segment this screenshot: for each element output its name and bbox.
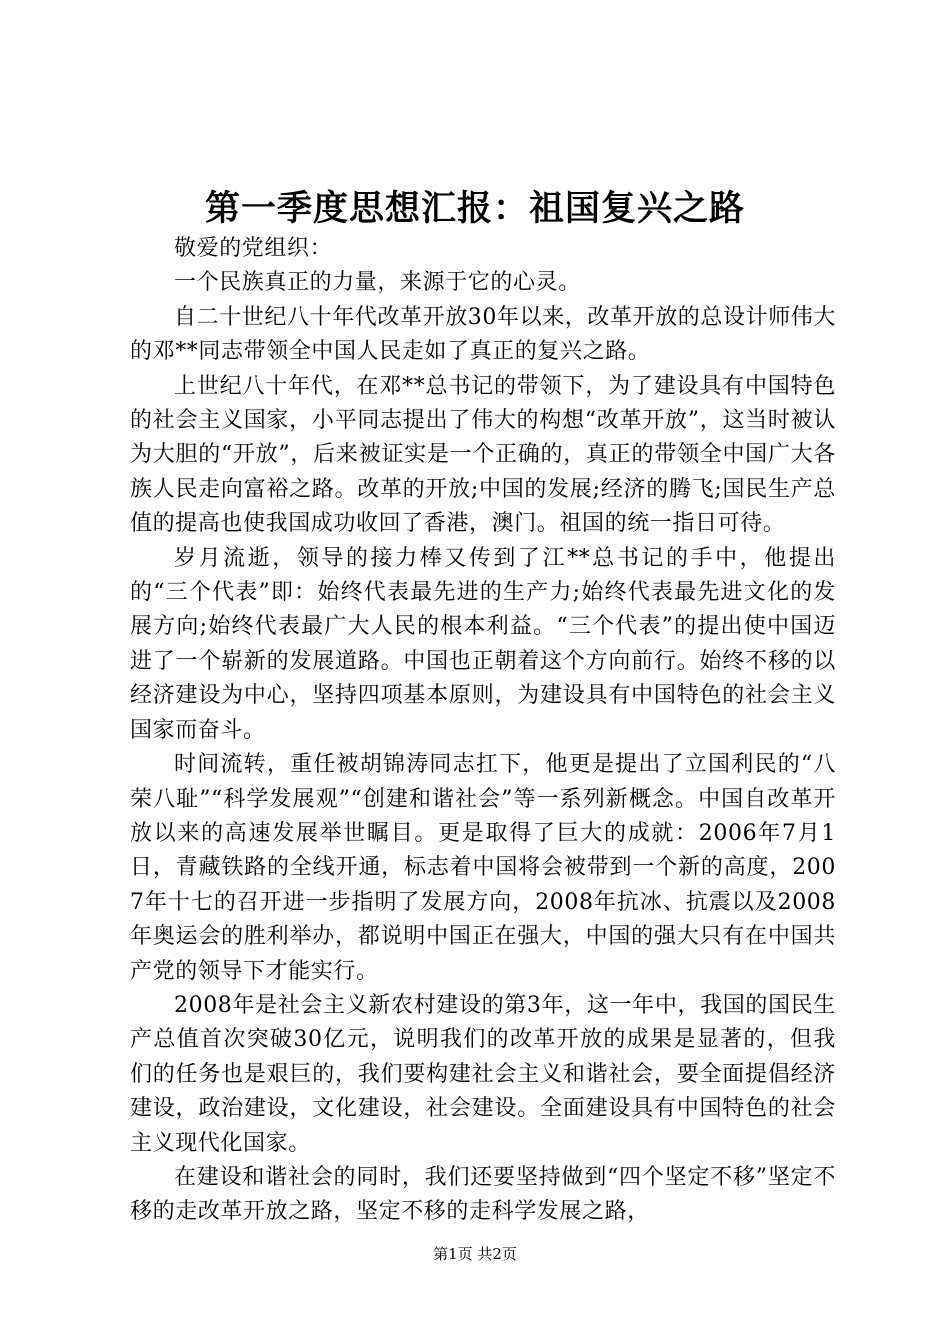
paragraph: 岁月流逝，领导的接力棒又传到了江**总书记的手中，他提出的“三个代表”即：始终代表最先进的生产力;始终代表最先进文化的发展方向;始终代表最广大人民的根本利益。“三个代表”的提出使中国迈进了一个崭新的发展道路。中国也正朝着这个方向前行。始终不移的以经济建设为中心，坚持四项基本原则，为建设具有中国特色的社会主义国家而奋斗。 <box>130 545 836 743</box>
document-title: 第一季度思想汇报：祖国复兴之路 <box>204 188 745 229</box>
document-body <box>130 232 836 1230</box>
page-footer: 第1页 共2页 <box>433 1245 517 1263</box>
salutation: 敬爱的党组织： <box>174 236 333 261</box>
paragraph: 时间流转，重任被胡锦涛同志扛下，他更是提出了立国利民的“八荣八耻”“科学发展观”“创建和谐社会”等一系列新概念。中国自改革开放以来的高速发展举世瞩目。更是取得了巨大的成就：2006年7月1日，青藏铁路的全线开通，标志着中国将会被带到一个新的高度，2007年十七的召开进一步指明了发展方向，2008年抗冰、抗震以及2008年奥运会的胜利举办，都说明中国正在强大，中国的强大只有在中国共产党的领导下才能实行。 <box>130 752 836 984</box>
paragraph: 自二十世纪八十年代改革开放30年以来，改革开放的总设计师伟大的邓**同志带领全中国人民走如了真正的复兴之路。 <box>130 304 836 365</box>
paragraph: 2008年是社会主义新农村建设的第3年，这一年中，我国的国民生产总值首次突破30亿元，说明我们的改革开放的成果是显著的，但我们的任务也是艰巨的，我们要构建社会主义和谐社会，要全面提倡经济建设，政治建设，文化建设，社会建设。全面建设具有中国特色的社会主义现代化国家。 <box>130 992 836 1156</box>
paragraph: 一个民族真正的力量，来源于它的心灵。 <box>174 270 581 296</box>
paragraph: 在建设和谐社会的同时，我们还要坚持做到“四个坚定不移”坚定不移的走改革开放之路，坚定不移的走科学发展之路， <box>130 1164 836 1225</box>
paragraph: 上世纪八十年代，在邓**总书记的带领下，为了建设具有中国特色的社会主义国家，小平同志提出了伟大的构想“改革开放”，这当时被认为大胆的“开放”，后来被证实是一个正确的，真正的带领全中国广大各族人民走向富裕之路。改革的开放;中国的发展;经济的腾飞;国民生产总值的提高也使我国成功收回了香港，澳门。祖国的统一指日可待。 <box>130 373 836 537</box>
